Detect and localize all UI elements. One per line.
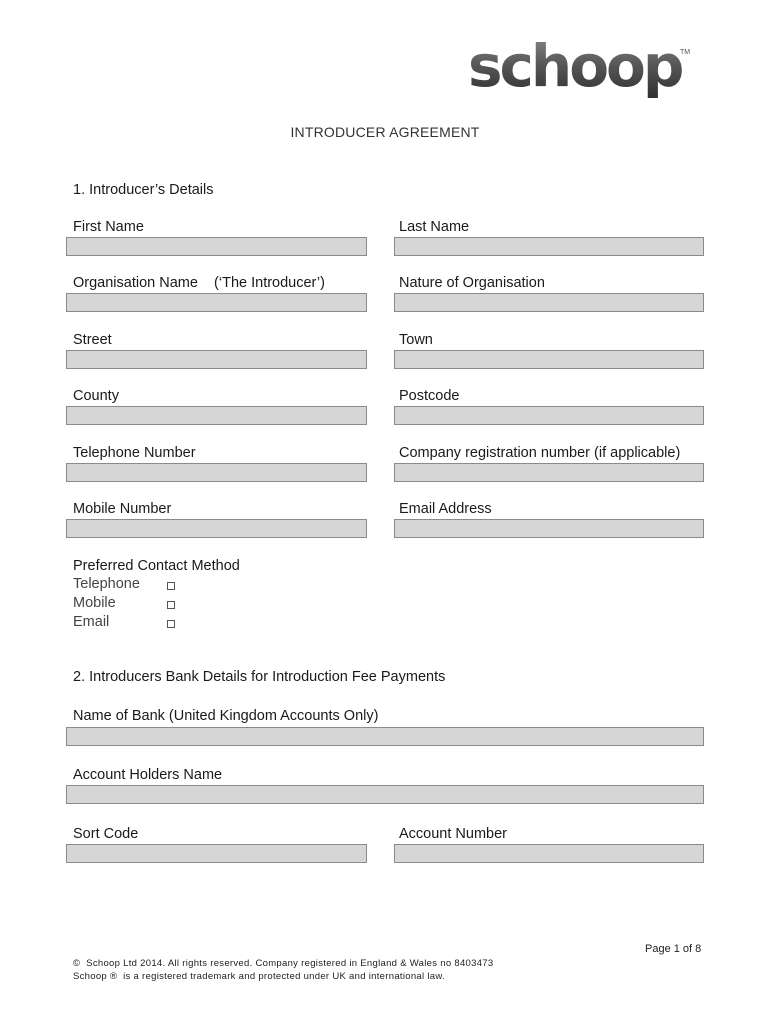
contact-option-telephone-checkbox[interactable] (167, 582, 175, 590)
county-label: County (73, 388, 119, 404)
email-address-label: Email Address (399, 501, 492, 517)
town-field[interactable] (394, 350, 704, 369)
section2-heading: 2. Introducers Bank Details for Introduction Fee Payments (73, 669, 446, 685)
company-registration-field[interactable] (394, 463, 704, 482)
nature-of-organisation-label: Nature of Organisation (399, 275, 545, 291)
last-name-field[interactable] (394, 237, 704, 256)
account-holder-label: Account Holders Name (73, 767, 223, 783)
street-field[interactable] (66, 350, 367, 369)
account-holder-field[interactable] (66, 785, 704, 804)
account-number-field[interactable] (394, 844, 704, 863)
footer-trademark: Schoop ® is a registered trademark and protected under UK and international law. (73, 971, 445, 982)
postcode-label: Postcode (399, 388, 460, 404)
document-title: INTRODUCER AGREEMENT (290, 124, 480, 140)
organisation-name-field[interactable] (66, 293, 367, 312)
bank-name-field[interactable] (66, 727, 704, 746)
footer-copyright: © Schoop Ltd 2014. All rights reserved. Company registered in England & Wales no 8403473 (73, 958, 494, 969)
preferred-contact-heading: Preferred Contact Method (73, 558, 240, 574)
logo-trademark: TM (680, 49, 691, 56)
last-name-label: Last Name (399, 219, 470, 235)
organisation-name-label: Organisation Name (‘The Introducer’) (73, 275, 325, 291)
postcode-field[interactable] (394, 406, 704, 425)
contact-option-telephone-label: Telephone (73, 576, 140, 592)
street-label: Street (73, 332, 112, 348)
sort-code-field[interactable] (66, 844, 367, 863)
account-number-label: Account Number (399, 826, 507, 842)
email-address-field[interactable] (394, 519, 704, 538)
page-number: Page 1 of 8 (645, 943, 702, 955)
first-name-label: First Name (73, 219, 144, 235)
company-registration-label: Company registration number (if applicable) (399, 445, 681, 461)
county-field[interactable] (66, 406, 367, 425)
contact-option-mobile-checkbox[interactable] (167, 601, 175, 609)
contact-option-mobile-label: Mobile (73, 595, 116, 611)
logo-wordmark: schoop (468, 40, 682, 100)
section1-heading: 1. Introducer’s Details (73, 182, 214, 198)
town-label: Town (399, 332, 433, 348)
mobile-number-label: Mobile Number (73, 501, 172, 517)
mobile-number-field[interactable] (66, 519, 367, 538)
sort-code-label: Sort Code (73, 826, 139, 842)
telephone-number-field[interactable] (66, 463, 367, 482)
first-name-field[interactable] (66, 237, 367, 256)
bank-name-label: Name of Bank (United Kingdom Accounts Only) (73, 708, 379, 724)
nature-of-organisation-field[interactable] (394, 293, 704, 312)
contact-option-email-checkbox[interactable] (167, 620, 175, 628)
telephone-number-label: Telephone Number (73, 445, 196, 461)
schoop-logo (468, 40, 698, 106)
contact-option-email-label: Email (73, 614, 110, 630)
